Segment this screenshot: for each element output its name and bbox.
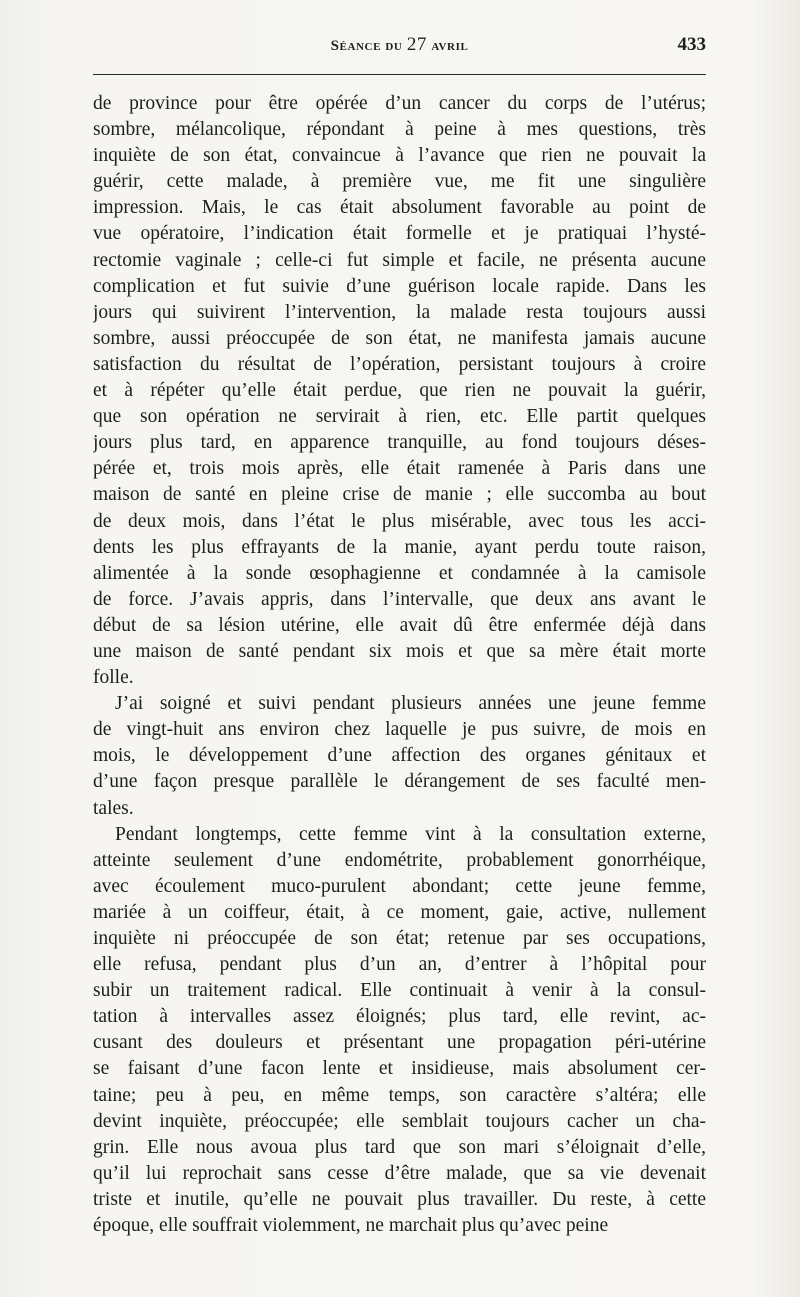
text-line: sombre, mélancolique, répondant à peine à mes questions, très — [93, 119, 706, 141]
text-line: complication et fut suivie d’une guérison locale rapide. Dans les — [93, 275, 706, 297]
text-line: une maison de santé pendant six mois et que sa mère était morte — [93, 640, 706, 662]
text-line: Pendant longtemps, cette femme vint à la consultation externe, — [115, 823, 706, 845]
text-line: jours plus tard, en apparence tranquille, au fond toujours déses- — [93, 432, 706, 454]
text-line: et à répéter qu’elle était perdue, que rien ne pouvait la guérir, — [93, 380, 706, 402]
text-line: devint inquiète, préoccupée; elle semblait toujours cacher un cha- — [93, 1110, 706, 1132]
text-line: se faisant d’une facon lente et insidieuse, mais absolument cer- — [93, 1058, 706, 1080]
text-line: tales. — [93, 797, 134, 819]
text-line: taine; peu à peu, en même temps, son caractère s’altéra; elle — [93, 1084, 706, 1106]
text-line: de force. J’avais appris, dans l’intervalle, que deux ans avant le — [93, 588, 706, 610]
text-line: subir un traitement radical. Elle continuait à venir à la consul- — [93, 980, 706, 1002]
text-line: J’ai soigné et suivi pendant plusieurs années une jeune femme — [115, 693, 706, 715]
text-line: de deux mois, dans l’état le plus misérable, avec tous les acci- — [93, 510, 706, 532]
paragraph — [93, 91, 706, 691]
text-line: inquiète ni préoccupée de son état; retenue par ses occupations, — [93, 928, 706, 949]
running-title-day: 27 — [406, 34, 428, 55]
text-line: rectomie vaginale ; celle-ci fut simple et facile, ne présenta aucune — [93, 249, 706, 271]
text-line: folle. — [93, 667, 134, 689]
text-line: triste et inutile, qu’elle ne pouvait plus travailler. Du reste, à cette — [93, 1188, 706, 1210]
text-line: d’une façon presque parallèle le dérangement de ses faculté men- — [93, 771, 706, 793]
paragraph — [93, 822, 706, 1240]
text-line: de province pour être opérée d’un cancer du corps de l’utérus; — [93, 93, 706, 114]
text-line: vue opératoire, l’indication était formelle et je pratiquai l’hysté- — [93, 223, 706, 245]
text-line: dents les plus effrayants de la manie, ayant perdu toute raison, — [93, 536, 706, 558]
running-title-month: avril — [431, 38, 469, 54]
text-line: époque, elle souffrait violemment, ne marchait plus qu’avec peine — [93, 1215, 609, 1237]
text-line: elle refusa, pendant plus d’un an, d’entrer à l’hôpital pour — [93, 954, 706, 976]
text-line: que son opération ne servirait à rien, etc. Elle partit quelques — [93, 406, 706, 428]
text-line: tation à intervalles assez éloignés; plus tard, elle revint, ac- — [93, 1006, 706, 1028]
text-line: sombre, aussi préoccupée de son état, ne manifesta jamais aucune — [93, 327, 706, 349]
text-line: guérir, cette malade, à première vue, me fit une singulière — [93, 171, 706, 193]
page-number: 433 — [677, 34, 706, 55]
text-line: atteinte seulement d’une endométrite, probablement gonorrhéique, — [93, 849, 706, 871]
text-line: mariée à un coiffeur, était, à ce moment, gaie, active, nullement — [93, 901, 706, 923]
text-line: cusant des douleurs et présentant une propagation péri-utérine — [93, 1032, 706, 1054]
running-title — [93, 34, 706, 56]
text-line: impression. Mais, le cas était absolument favorable au point de — [93, 197, 706, 219]
text-line: qu’il lui reprochait sans cesse d’être malade, que sa vie devenait — [93, 1162, 706, 1184]
paragraph — [93, 691, 706, 821]
page-header — [93, 34, 706, 58]
text-line: mois, le développement d’une affection des organes génitaux et — [93, 745, 706, 767]
text-line: grin. Elle nous avoua plus tard que son mari s’éloignait d’elle, — [93, 1136, 706, 1158]
body-text — [93, 91, 706, 1239]
text-line: pérée et, trois mois après, elle était ramenée à Paris dans une — [93, 458, 706, 480]
text-line: avec écoulement muco-purulent abondant; cette jeune femme, — [93, 875, 706, 897]
text-line: alimentée à la sonde œsophagienne et condamnée à la camisole — [93, 562, 706, 584]
running-title-prefix: Séance du — [330, 38, 403, 54]
text-line: maison de santé en pleine crise de manie ; elle succomba au bout — [93, 484, 706, 506]
text-line: début de sa lésion utérine, elle avait dû être enfermée déjà dans — [93, 614, 706, 636]
text-line: satisfaction du résultat de l’opération, persistant toujours à croire — [93, 353, 706, 375]
header-rule — [93, 74, 706, 75]
text-line: inquiète de son état, convaincue à l’avance que rien ne pouvait la — [93, 145, 706, 167]
text-line: de vingt-huit ans environ chez laquelle je pus suivre, de mois en — [93, 719, 706, 741]
text-line: jours qui suivirent l’intervention, la malade resta toujours aussi — [93, 301, 706, 323]
